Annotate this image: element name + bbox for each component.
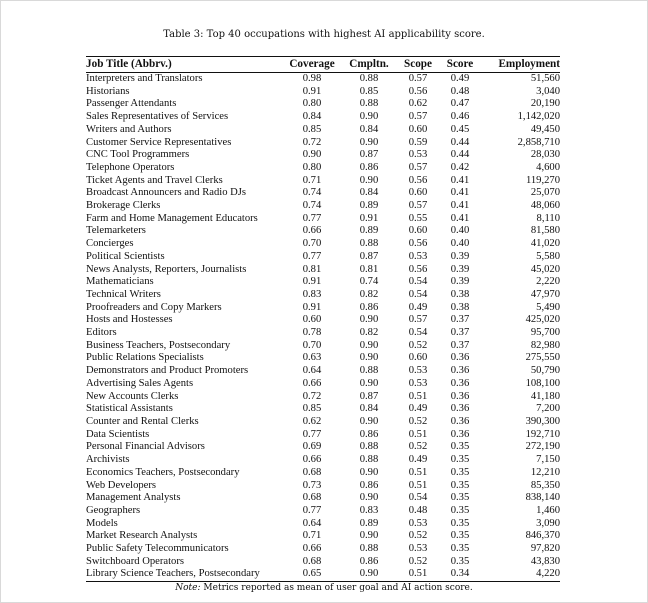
cell-employment: 119,270 <box>525 174 560 186</box>
cell-coverage: 0.98 <box>302 73 322 84</box>
cell-score: 0.36 <box>450 390 470 402</box>
cell-coverage: 0.66 <box>302 454 322 466</box>
cell-coverage: 0.63 <box>302 352 322 364</box>
cell-job-title: Interpreters and Translators <box>86 73 203 84</box>
cell-completion: 0.88 <box>359 454 379 466</box>
table-row <box>86 454 560 467</box>
cell-scope: 0.54 <box>408 288 428 300</box>
cell-score: 0.35 <box>450 479 470 491</box>
table-note <box>0 583 648 594</box>
cell-completion: 0.90 <box>359 530 379 542</box>
cell-score: 0.34 <box>450 568 470 580</box>
cell-completion: 0.87 <box>359 149 379 161</box>
table-row <box>86 429 560 442</box>
cell-completion: 0.90 <box>359 466 379 478</box>
cell-coverage: 0.77 <box>302 250 322 262</box>
cell-score: 0.35 <box>450 530 470 542</box>
cell-scope: 0.49 <box>408 301 428 313</box>
cell-job-title: Geographers <box>86 504 141 516</box>
cell-scope: 0.56 <box>408 263 428 275</box>
cell-coverage: 0.71 <box>302 174 322 186</box>
cell-completion: 0.88 <box>359 365 379 377</box>
cell-completion: 0.90 <box>359 415 379 427</box>
cell-scope: 0.60 <box>408 225 428 237</box>
cell-employment: 846,370 <box>525 530 560 542</box>
header-job-title: Job Title (Abbrv.) <box>86 58 172 71</box>
cell-scope: 0.52 <box>408 415 428 427</box>
cell-completion: 0.89 <box>359 225 379 237</box>
cell-employment: 1,460 <box>536 504 560 516</box>
cell-scope: 0.55 <box>408 212 428 224</box>
cell-employment: 47,970 <box>530 288 560 300</box>
cell-coverage: 0.68 <box>302 492 322 504</box>
cell-job-title: Business Teachers, Postsecondary <box>86 339 231 351</box>
header-completion: Cmpltn. <box>349 58 389 71</box>
cell-score: 0.39 <box>450 276 470 288</box>
cell-completion: 0.84 <box>359 187 379 199</box>
table-row <box>86 327 560 340</box>
cell-completion: 0.84 <box>359 123 379 135</box>
cell-employment: 7,150 <box>536 454 560 466</box>
table-row <box>86 276 560 289</box>
cell-coverage: 0.71 <box>302 530 322 542</box>
table-row <box>86 391 560 404</box>
cell-job-title: Public Relations Specialists <box>86 352 204 364</box>
cell-job-title: Editors <box>86 327 117 339</box>
table-row <box>86 314 560 327</box>
cell-scope: 0.60 <box>408 187 428 199</box>
cell-completion: 0.82 <box>359 288 379 300</box>
cell-score: 0.44 <box>450 136 470 148</box>
cell-job-title: News Analysts, Reporters, Journalists <box>86 263 247 275</box>
cell-job-title: New Accounts Clerks <box>86 390 179 402</box>
cell-coverage: 0.68 <box>302 555 322 567</box>
cell-job-title: Hosts and Hostesses <box>86 314 173 326</box>
cell-completion: 0.87 <box>359 390 379 402</box>
cell-employment: 45,020 <box>530 263 560 275</box>
cell-job-title: Sales Representatives of Services <box>86 111 229 123</box>
cell-scope: 0.49 <box>408 454 428 466</box>
cell-job-title: Passenger Attendants <box>86 98 177 110</box>
table-row <box>86 480 560 493</box>
cell-employment: 2,858,710 <box>517 136 560 148</box>
cell-scope: 0.57 <box>408 161 428 173</box>
cell-completion: 0.82 <box>359 327 379 339</box>
cell-scope: 0.57 <box>408 73 428 84</box>
cell-employment: 41,020 <box>530 238 560 250</box>
cell-scope: 0.59 <box>408 136 428 148</box>
cell-job-title: Economics Teachers, Postsecondary <box>86 466 240 478</box>
cell-job-title: Broadcast Announcers and Radio DJs <box>86 187 247 199</box>
cell-score: 0.48 <box>450 85 470 97</box>
cell-score: 0.40 <box>450 238 470 250</box>
cell-completion: 0.89 <box>359 200 379 212</box>
cell-employment: 12,210 <box>530 466 560 478</box>
cell-employment: 50,790 <box>530 365 560 377</box>
cell-scope: 0.51 <box>408 428 428 440</box>
table-row <box>86 543 560 556</box>
cell-job-title: Personal Financial Advisors <box>86 441 205 453</box>
cell-employment: 272,190 <box>525 441 560 453</box>
table-row <box>86 137 560 150</box>
table-row <box>86 467 560 480</box>
cell-scope: 0.54 <box>408 492 428 504</box>
cell-completion: 0.84 <box>359 403 379 415</box>
cell-scope: 0.54 <box>408 276 428 288</box>
cell-job-title: Switchboard Operators <box>86 555 184 567</box>
table-row <box>86 505 560 518</box>
cell-score: 0.40 <box>450 225 470 237</box>
cell-score: 0.36 <box>450 403 470 415</box>
cell-scope: 0.53 <box>408 365 428 377</box>
cell-score: 0.36 <box>450 428 470 440</box>
cell-score: 0.41 <box>450 187 470 199</box>
cell-job-title: Advertising Sales Agents <box>86 377 194 389</box>
cell-completion: 0.81 <box>359 263 379 275</box>
cell-completion: 0.90 <box>359 136 379 148</box>
cell-coverage: 0.77 <box>302 428 322 440</box>
cell-job-title: Historians <box>86 85 130 97</box>
cell-coverage: 0.66 <box>302 225 322 237</box>
cell-completion: 0.87 <box>359 250 379 262</box>
cell-score: 0.46 <box>450 111 470 123</box>
cell-completion: 0.86 <box>359 161 379 173</box>
cell-coverage: 0.80 <box>302 161 322 173</box>
cell-coverage: 0.72 <box>302 136 322 148</box>
cell-score: 0.36 <box>450 365 470 377</box>
cell-job-title: Library Science Teachers, Postsecondary <box>86 568 260 580</box>
cell-coverage: 0.70 <box>302 339 322 351</box>
cell-score: 0.35 <box>450 543 470 555</box>
cell-scope: 0.54 <box>408 327 428 339</box>
cell-score: 0.35 <box>450 555 470 567</box>
cell-score: 0.35 <box>450 504 470 516</box>
cell-scope: 0.57 <box>408 200 428 212</box>
cell-scope: 0.51 <box>408 568 428 580</box>
cell-job-title: Market Research Analysts <box>86 530 198 542</box>
cell-scope: 0.53 <box>408 149 428 161</box>
cell-employment: 82,980 <box>530 339 560 351</box>
header-coverage: Coverage <box>289 58 335 71</box>
table-row <box>86 200 560 213</box>
cell-score: 0.39 <box>450 250 470 262</box>
table-body <box>86 73 560 582</box>
cell-score: 0.41 <box>450 212 470 224</box>
cell-employment: 43,830 <box>530 555 560 567</box>
cell-coverage: 0.81 <box>302 263 322 275</box>
cell-score: 0.47 <box>450 98 470 110</box>
cell-scope: 0.60 <box>408 123 428 135</box>
cell-job-title: Proofreaders and Copy Markers <box>86 301 222 313</box>
cell-job-title: Counter and Rental Clerks <box>86 415 199 427</box>
header-employment: Employment <box>498 58 560 71</box>
cell-completion: 0.86 <box>359 479 379 491</box>
table-row <box>86 365 560 378</box>
cell-completion: 0.90 <box>359 492 379 504</box>
table-row <box>86 124 560 137</box>
cell-job-title: Farm and Home Management Educators <box>86 212 258 224</box>
cell-employment: 5,580 <box>536 250 560 262</box>
cell-scope: 0.51 <box>408 479 428 491</box>
cell-completion: 0.90 <box>359 111 379 123</box>
cell-score: 0.35 <box>450 466 470 478</box>
cell-completion: 0.90 <box>359 174 379 186</box>
cell-score: 0.41 <box>450 174 470 186</box>
table-row <box>86 86 560 99</box>
cell-employment: 2,220 <box>536 276 560 288</box>
cell-score: 0.49 <box>450 73 470 84</box>
cell-employment: 20,190 <box>530 98 560 110</box>
cell-employment: 838,140 <box>525 492 560 504</box>
cell-score: 0.39 <box>450 263 470 275</box>
cell-job-title: Political Scientists <box>86 250 165 262</box>
cell-employment: 4,220 <box>536 568 560 580</box>
cell-completion: 0.90 <box>359 377 379 389</box>
cell-score: 0.36 <box>450 415 470 427</box>
cell-scope: 0.52 <box>408 339 428 351</box>
cell-employment: 51,560 <box>530 73 560 84</box>
table-row <box>86 302 560 315</box>
cell-scope: 0.49 <box>408 403 428 415</box>
cell-job-title: Public Safety Telecommunicators <box>86 543 229 555</box>
cell-employment: 425,020 <box>525 314 560 326</box>
cell-employment: 390,300 <box>525 415 560 427</box>
cell-score: 0.42 <box>450 161 470 173</box>
cell-scope: 0.51 <box>408 390 428 402</box>
cell-job-title: Statistical Assistants <box>86 403 173 415</box>
cell-scope: 0.53 <box>408 250 428 262</box>
cell-coverage: 0.91 <box>302 301 322 313</box>
cell-coverage: 0.62 <box>302 415 322 427</box>
cell-scope: 0.56 <box>408 238 428 250</box>
cell-employment: 7,200 <box>536 403 560 415</box>
cell-coverage: 0.60 <box>302 314 322 326</box>
cell-job-title: Brokerage Clerks <box>86 200 161 212</box>
occupation-table <box>86 56 560 582</box>
cell-job-title: Demonstrators and Product Promoters <box>86 365 249 377</box>
cell-employment: 48,060 <box>530 200 560 212</box>
table-caption: Table 3: Top 40 occupations with highest AI applicability score. <box>163 29 485 40</box>
cell-completion: 0.85 <box>359 85 379 97</box>
table-row <box>86 568 560 581</box>
cell-scope: 0.57 <box>408 314 428 326</box>
cell-scope: 0.60 <box>408 352 428 364</box>
cell-employment: 3,090 <box>536 517 560 529</box>
table-row <box>86 238 560 251</box>
cell-coverage: 0.64 <box>302 517 322 529</box>
cell-completion: 0.88 <box>359 441 379 453</box>
cell-score: 0.38 <box>450 288 470 300</box>
header-scope: Scope <box>404 58 432 71</box>
cell-coverage: 0.73 <box>302 479 322 491</box>
table-row <box>86 175 560 188</box>
cell-scope: 0.56 <box>408 85 428 97</box>
table-row <box>86 187 560 200</box>
cell-score: 0.35 <box>450 492 470 504</box>
cell-scope: 0.52 <box>408 530 428 542</box>
cell-employment: 5,490 <box>536 301 560 313</box>
cell-employment: 108,100 <box>525 377 560 389</box>
cell-scope: 0.57 <box>408 111 428 123</box>
cell-coverage: 0.74 <box>302 187 322 199</box>
cell-job-title: Concierges <box>86 238 134 250</box>
cell-employment: 97,820 <box>530 543 560 555</box>
cell-coverage: 0.85 <box>302 123 322 135</box>
cell-scope: 0.53 <box>408 543 428 555</box>
table-row <box>86 264 560 277</box>
cell-employment: 81,580 <box>530 225 560 237</box>
cell-employment: 192,710 <box>525 428 560 440</box>
cell-job-title: Data Scientists <box>86 428 150 440</box>
table-row <box>86 289 560 302</box>
cell-score: 0.45 <box>450 123 470 135</box>
table-header-row <box>86 57 560 73</box>
table-row <box>86 162 560 175</box>
cell-score: 0.44 <box>450 149 470 161</box>
cell-completion: 0.91 <box>359 212 379 224</box>
cell-coverage: 0.69 <box>302 441 322 453</box>
table-row <box>86 225 560 238</box>
table-row <box>86 251 560 264</box>
cell-coverage: 0.80 <box>302 98 322 110</box>
cell-coverage: 0.66 <box>302 543 322 555</box>
cell-score: 0.37 <box>450 314 470 326</box>
cell-job-title: Telemarketers <box>86 225 146 237</box>
cell-employment: 41,180 <box>530 390 560 402</box>
cell-job-title: Mathematicians <box>86 276 154 288</box>
cell-completion: 0.89 <box>359 517 379 529</box>
cell-employment: 28,030 <box>530 149 560 161</box>
table-row <box>86 556 560 569</box>
cell-job-title: Web Developers <box>86 479 157 491</box>
cell-job-title: Customer Service Representatives <box>86 136 232 148</box>
table-row <box>86 98 560 111</box>
cell-coverage: 0.83 <box>302 288 322 300</box>
cell-job-title: Archivists <box>86 454 130 466</box>
cell-job-title: Management Analysts <box>86 492 181 504</box>
cell-job-title: Models <box>86 517 118 529</box>
cell-coverage: 0.68 <box>302 466 322 478</box>
cell-scope: 0.51 <box>408 466 428 478</box>
table-row <box>86 403 560 416</box>
cell-job-title: Writers and Authors <box>86 123 172 135</box>
table-row <box>86 340 560 353</box>
cell-employment: 25,070 <box>530 187 560 199</box>
header-score: Score <box>446 58 474 71</box>
table-row <box>86 416 560 429</box>
cell-completion: 0.86 <box>359 555 379 567</box>
table-row <box>86 530 560 543</box>
cell-scope: 0.52 <box>408 441 428 453</box>
cell-scope: 0.56 <box>408 174 428 186</box>
cell-completion: 0.74 <box>359 276 379 288</box>
cell-coverage: 0.77 <box>302 504 322 516</box>
cell-coverage: 0.90 <box>302 149 322 161</box>
cell-completion: 0.88 <box>359 73 379 84</box>
cell-coverage: 0.84 <box>302 111 322 123</box>
cell-scope: 0.52 <box>408 555 428 567</box>
table-row <box>86 213 560 226</box>
cell-coverage: 0.64 <box>302 365 322 377</box>
cell-employment: 8,110 <box>536 212 560 224</box>
cell-coverage: 0.74 <box>302 200 322 212</box>
cell-completion: 0.90 <box>359 352 379 364</box>
cell-score: 0.35 <box>450 517 470 529</box>
table-row <box>86 111 560 124</box>
cell-score: 0.36 <box>450 377 470 389</box>
cell-job-title: CNC Tool Programmers <box>86 149 190 161</box>
cell-coverage: 0.65 <box>302 568 322 580</box>
table-row <box>86 73 560 86</box>
cell-employment: 49,450 <box>530 123 560 135</box>
cell-completion: 0.88 <box>359 543 379 555</box>
cell-coverage: 0.72 <box>302 390 322 402</box>
cell-scope: 0.48 <box>408 504 428 516</box>
cell-completion: 0.86 <box>359 301 379 313</box>
table-row <box>86 352 560 365</box>
cell-coverage: 0.91 <box>302 85 322 97</box>
cell-coverage: 0.85 <box>302 403 322 415</box>
cell-employment: 4,600 <box>536 161 560 173</box>
cell-score: 0.41 <box>450 200 470 212</box>
cell-completion: 0.88 <box>359 238 379 250</box>
cell-coverage: 0.70 <box>302 238 322 250</box>
cell-score: 0.35 <box>450 454 470 466</box>
note-text: Metrics reported as mean of user goal and AI action score. <box>203 583 473 593</box>
cell-completion: 0.88 <box>359 98 379 110</box>
cell-completion: 0.90 <box>359 339 379 351</box>
cell-score: 0.36 <box>450 352 470 364</box>
cell-score: 0.35 <box>450 441 470 453</box>
cell-job-title: Technical Writers <box>86 288 161 300</box>
cell-employment: 85,350 <box>530 479 560 491</box>
cell-score: 0.38 <box>450 301 470 313</box>
cell-job-title: Ticket Agents and Travel Clerks <box>86 174 223 186</box>
cell-employment: 275,550 <box>525 352 560 364</box>
cell-completion: 0.83 <box>359 504 379 516</box>
cell-completion: 0.90 <box>359 314 379 326</box>
cell-scope: 0.53 <box>408 517 428 529</box>
cell-score: 0.37 <box>450 327 470 339</box>
cell-employment: 95,700 <box>530 327 560 339</box>
cell-coverage: 0.91 <box>302 276 322 288</box>
cell-employment: 3,040 <box>536 85 560 97</box>
cell-coverage: 0.78 <box>302 327 322 339</box>
cell-completion: 0.90 <box>359 568 379 580</box>
table-row <box>86 378 560 391</box>
note-label: Note: <box>175 583 201 593</box>
cell-scope: 0.62 <box>408 98 428 110</box>
cell-job-title: Telephone Operators <box>86 161 175 173</box>
table-row <box>86 441 560 454</box>
cell-employment: 1,142,020 <box>517 111 560 123</box>
cell-score: 0.37 <box>450 339 470 351</box>
table-row <box>86 149 560 162</box>
cell-scope: 0.53 <box>408 377 428 389</box>
cell-coverage: 0.66 <box>302 377 322 389</box>
cell-coverage: 0.77 <box>302 212 322 224</box>
table-row <box>86 492 560 505</box>
cell-completion: 0.86 <box>359 428 379 440</box>
table-row <box>86 518 560 531</box>
